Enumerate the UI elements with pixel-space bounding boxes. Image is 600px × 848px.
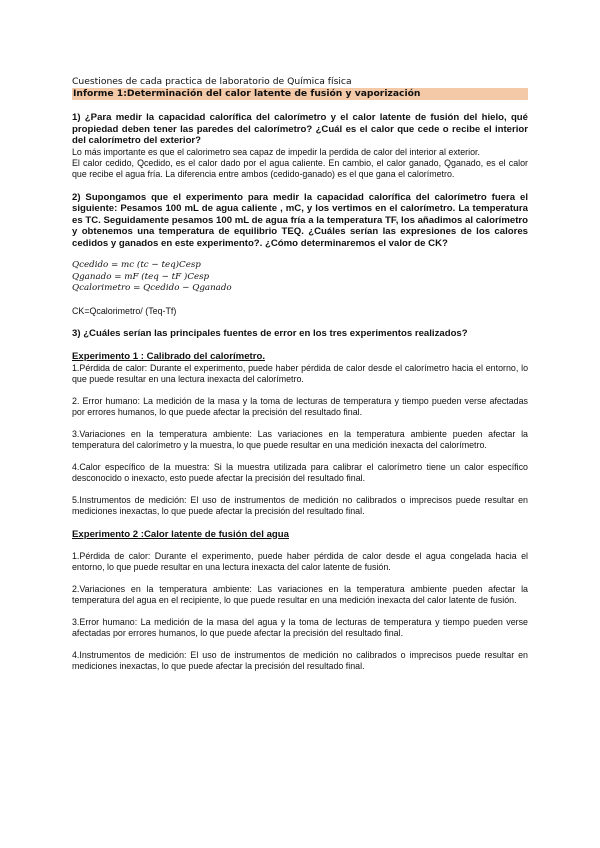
experiment-1-item: 2. Error humano: La medición de la masa y la toma de lecturas de temperatura y tiempo pueden verse afectadas por errores humanos, lo que puede afectar la precisión del resultado final. (72, 395, 528, 417)
document-page (72, 76, 528, 672)
answer-1-paragraph-1: Lo más importante es que el calorimetro sea capaz de impedir la perdida de calor del interior al exterior. (72, 146, 480, 157)
experiment-2-title: Experimento 2 :Calor latente de fusión del agua (72, 528, 289, 540)
equation-qcedido: Qcedido = mc (tc − teq)Cesp (72, 260, 201, 270)
equation-qganado: Qganado = mF (teq − tF )Cesp (72, 271, 210, 282)
experiment-1-item: 4.Calor específico de la muestra: Si la muestra utilizada para calibrar el calorímetro tiene un calor específico desconocido o inexacto, esto puede afectar la precisión del resultado final. (72, 461, 528, 483)
experiment-1-item: 1.Pérdida de calor: Durante el experimento, puede haber pérdida de calor desde el calorímetro hacia el entorno, lo que puede resultar en una lectura inexacta del calorímetro. (72, 362, 528, 384)
experiment-1-item: 3.Variaciones en la temperatura ambiente: Las variaciones en la temperatura ambiente pueden afectar la temperatura del calorímetro y la muestra, lo que puede resultar en una medición inexacta del calorímetro. (72, 428, 528, 450)
question-2: 2) Supongamos que el experimento para medir la capacidad calorífica del calorímetro fuera el siguiente: Pesamos 100 mL de agua caliente , mC, y los vertimos en el calorímetro. La temperatura es TC. Seguidamente pesamos 100 mL de agua fría a la temperatura TF, los añadimos al calorímetro y obtenemos una temperatura de equilibrio TEQ. ¿Cuáles serían las expresiones de los calores cedidos y ganados en este experimento?. ¿Cómo determinaremos el valor de CK? (72, 191, 528, 249)
experiment-2-item: 3.Error humano: La medición de la masa del agua y la toma de lecturas de temperatura y tiempo pueden verse afectadas por errores humanos, lo que puede afectar la precisión del resultado final. (72, 617, 528, 638)
document-title: Cuestiones de cada practica de laboratorio de Química física (72, 76, 352, 87)
experiment-2-item: 4.Instrumentos de medición: El uso de instrumentos de medición no calibrados o imprecisos puede resultar en mediciones inexactas, lo que puede afectar la precisión del resultado final. (72, 650, 528, 671)
answer-1-paragraph-2: El calor cedido, Qcedido, es el calor dado por el agua caliente. En cambio, el calor ganado, Qganado, es el calor que recibe el agua fría. La diferencia entre ambos (cedido-ganado) es el que gana el calorímetro. (72, 157, 528, 179)
equation-qcalorimetro: Qcalorimetro = Qcedido − Qganado (72, 283, 232, 293)
experiment-1-title: Experimento 1 : Calibrado del calorímetro. (72, 351, 265, 362)
question-1: 1) ¿Para medir la capacidad calorífica del calorímetro y el calor latente de fusión del hielo, qué propiedad deben tener las paredes del calorímetro? ¿Cuál es el calor que cede o recibe el interior del calorímetro del exterior? (72, 112, 528, 146)
report-heading: Informe 1:Determinación del calor latente de fusión y vaporización (72, 88, 528, 100)
experiment-1-item: 5.Instrumentos de medición: El uso de instrumentos de medición no calibrados o imprecisos puede resultar en mediciones inexactas, lo que puede afectar la precisión del resultado final. (72, 494, 528, 516)
experiment-2-item: 1.Pérdida de calor: Durante el experimento, puede haber pérdida de calor desde el agua congelada hacia el entorno, lo que puede resultar en una lectura inexacta del calor latente de fusión. (72, 551, 528, 572)
question-3: 3) ¿Cuáles serían las principales fuentes de error en los tres experimentos realizados? (72, 327, 468, 339)
ck-formula: CK=Qcalorimetro/ (Teq-Tf) (72, 305, 177, 316)
experiment-2-item: 2.Variaciones en la temperatura ambiente: Las variaciones en la temperatura ambiente pueden afectar la temperatura del agua en el recipiente, lo que puede resultar en una medición inexacta del calor latente de fusión. (72, 584, 528, 605)
